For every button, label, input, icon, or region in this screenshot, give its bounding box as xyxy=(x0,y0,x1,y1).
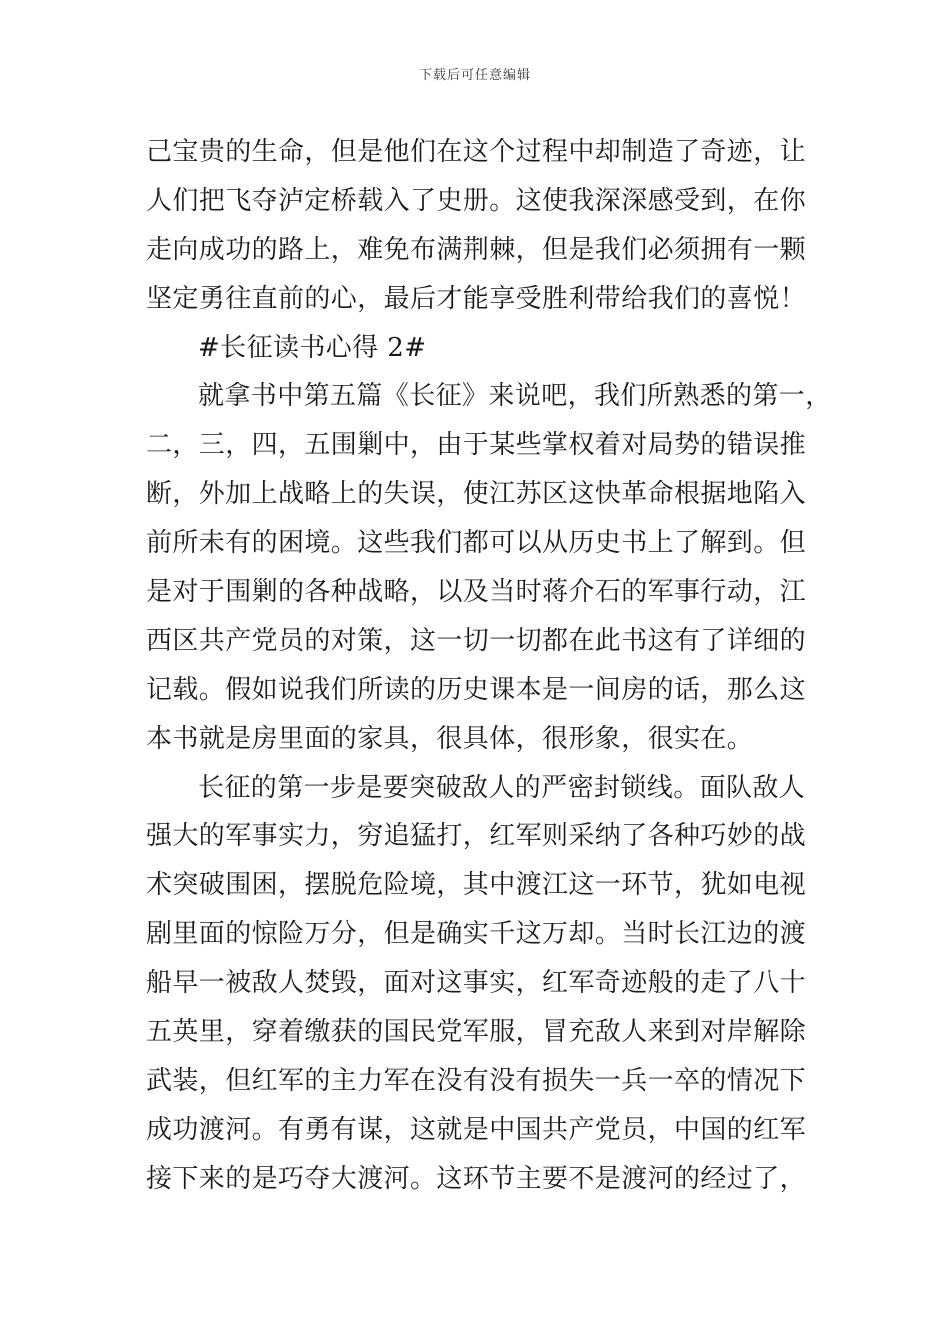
text-line: 西区共产党员的对策，这一切一切都在此书这有了详细的 xyxy=(146,625,807,656)
text-line: 己宝贵的生命，但是他们在这个过程中却制造了奇迹，让 xyxy=(146,137,807,167)
text-line: 长征的第一步是要突破敌人的严密封锁线。面队敌人 xyxy=(198,772,806,803)
text-line: 本书就是房里面的家具，很具体，很形象，很实在。 xyxy=(146,723,754,754)
document-body xyxy=(146,128,832,1204)
text-line: 术突破围困，摆脱危险境，其中渡江这一环节，犹如电视 xyxy=(146,870,807,901)
text-line: 人们把飞夺泸定桥载入了史册。这使我深深感受到，在你 xyxy=(146,185,807,216)
text-line: 坚定勇往直前的心，最后才能享受胜利带给我们的喜悦！ xyxy=(146,283,807,314)
text-line: 船早一被敌人焚毁，面对这事实，红军奇迹般的走了八十 xyxy=(146,968,807,999)
text-line: 五英里，穿着缴获的国民党军服，冒充敌人来到对岸解除 xyxy=(146,1017,807,1048)
text-line: 成功渡河。有勇有谋，这就是中国共产党员，中国的红军 xyxy=(146,1114,807,1145)
section-heading: #长征读书心得 2# xyxy=(198,332,427,363)
text-line: 前所未有的困境。这些我们都可以从历史书上了解到。但 xyxy=(146,528,807,559)
text-line: 接下来的是巧夺大渡河。这环节主要不是渡河的经过了， xyxy=(146,1163,807,1194)
text-line: 二，三，四，五围剿中，由于某些掌权着对局势的错误推 xyxy=(146,430,807,461)
text-line: 强大的军事实力，穷追猛打，红军则采纳了各种巧妙的战 xyxy=(146,821,807,852)
text-line: 剧里面的惊险万分，但是确实千这万却。当时长江边的渡 xyxy=(146,919,807,950)
text-line: 武装，但红军的主力军在没有没有损失一兵一卒的情况下 xyxy=(146,1065,807,1096)
text-line: 是对于围剿的各种战略，以及当时蒋介石的军事行动，江 xyxy=(146,577,807,608)
text-line: 记载。假如说我们所读的历史课本是一间房的话，那么这 xyxy=(146,674,807,705)
text-line: 断，外加上战略上的失误，使江苏区这快革命根据地陷入 xyxy=(146,479,807,510)
page-header: 下载后可任意编辑 xyxy=(418,68,531,83)
text-line: 走向成功的路上，难免布满荆棘，但是我们必须拥有一颗 xyxy=(146,234,807,265)
text-line: 就拿书中第五篇《长征》来说吧，我们所熟悉的第一， xyxy=(198,381,832,412)
